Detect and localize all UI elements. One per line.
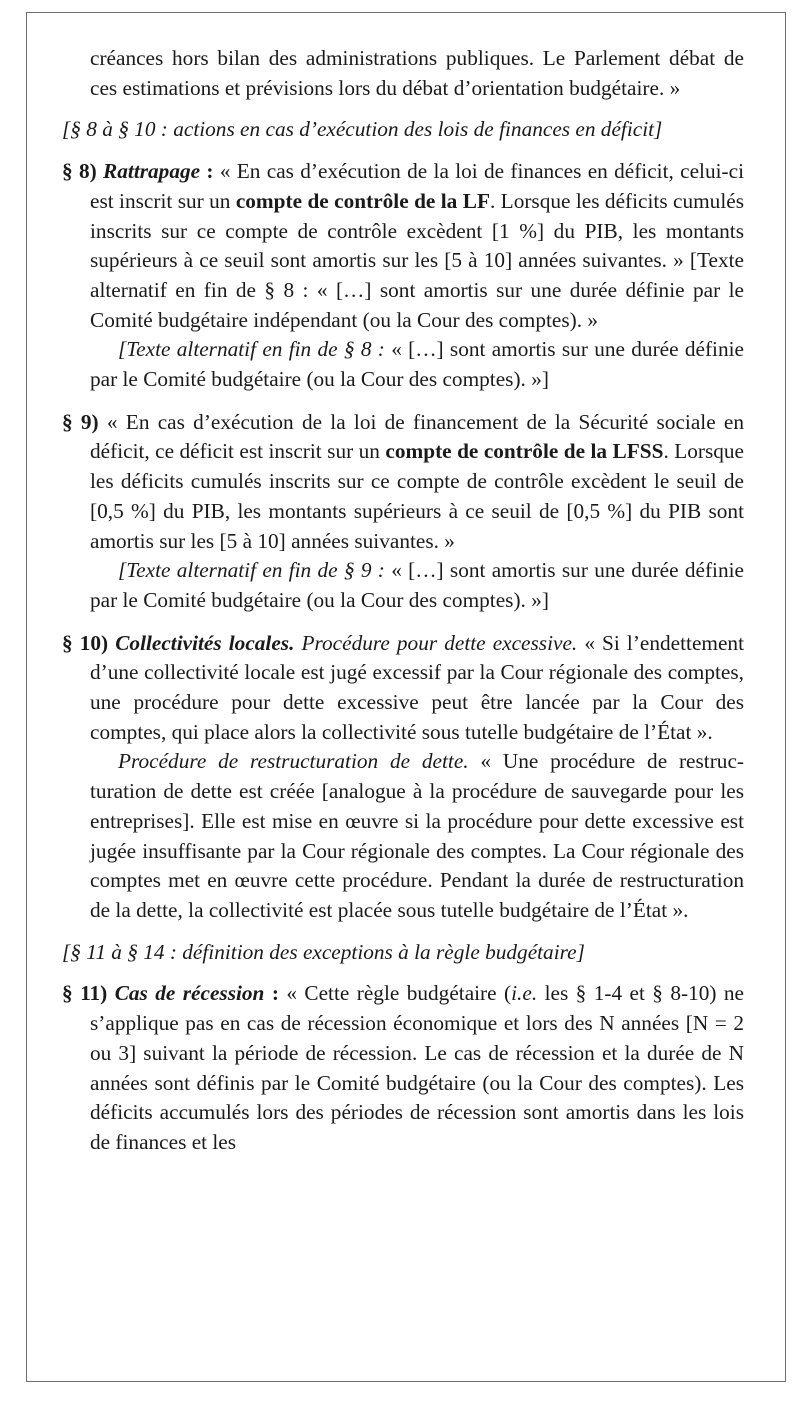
para8-title: Rattrapage [103,159,201,184]
document-body [62,44,744,1158]
para10-number: § 10) [62,630,109,655]
para8-bold-term: compte de contrôle de la LF [235,188,490,213]
para9-alt-lead: [Texte alternatif en fin de § 9 : [118,558,385,583]
section-note-11-14: [§ 11 à § 14 : définition des exceptions à la règle budgétaire] [62,939,585,964]
para11-number: § 11) [62,981,108,1006]
para11-text-a: « Cette règle budgétaire ( [286,981,512,1006]
para11-text-b: les § 1-4 et § 8-10) ne s’applique pas en cas de récession économique et lors des N années [N = 2 ou 3] suivant la période de récession. Le cas de récession et la durée de N années sont définis par le Comité budgétaire (ou la Cour des comptes). Les déficits accumulés lors des périodes de récession sont amortis dans les lois de finances et les [90,981,744,1154]
paragraph-11 [62,979,744,1157]
para8-text-a: « En cas d’exécution de la loi de finances en déficit, celui-ci est inscrit sur un [90,159,744,213]
para9-bold-term: compte de contrôle de la LFSS [385,439,664,464]
para8-sep: : [200,159,220,184]
section-note-8-10: [§ 8 à § 10 : actions en cas d’exécution des lois de finances en déficit] [62,117,663,142]
para10-sub-lead: Procédure de restructuration de dette. [118,749,469,774]
para9-alt-text: « […] sont amortis sur une durée définie par le Comité budgétaire (ou la Cour des comptes). »] [90,558,744,612]
para10-subtitle: Procédure pour dette excessive. [294,630,578,655]
para8-alt-text: « […] sont amortis sur une durée définie par le Comité budgétaire (ou la Cour des comptes). »] [90,337,744,392]
para8-alternative [62,335,744,394]
para11-sep: : [264,981,287,1006]
paragraph-9 [62,408,744,616]
para9-number: § 9) [62,409,99,434]
para9-text-a: « En cas d’exécution de la loi de financement de la Sécurité sociale en déficit, ce déficit est inscrit sur un [90,409,745,464]
para11-ie: i.e. [511,981,538,1006]
intro-continuation: créances hors bilan des administrations publiques. Le Parlement débat de ces estimations et prévisions lors du débat d’orientation budgétaire. » [90,46,744,100]
para9-alternative [62,556,744,615]
para11-title: Cas de récession [114,981,265,1006]
paragraph-8 [62,157,744,395]
para10-restructuring [62,747,744,925]
para10-text-a: « Si l’endettement d’une collectivité locale est jugé excessif par la Cour régionale des comptes, une procédure pour dette excessive peut être lancée par la Cour des comptes, qui place alors la collectivité sous tutelle budgétaire de l’État ». [90,630,744,744]
para8-number: § 8) [62,159,97,184]
para9-text-b: . Lorsque les déficits cumulés inscrits sur ce compte de contrôle excèdent le seuil de [0,5 %] du PIB, les montants supérieurs à ce seuil de [0,5 %] du PIB sont amortis sur les [5 à 10] années suivantes. » [90,439,744,553]
para10-sub-text: « Une procédure de restructuration de dette est créée [analogue à la procédure de sauvegarde pour les entreprises]. Elle est mise en œuvre si la procédure pour dette excessive est jugée insuffisante par la Cour régionale des comptes. La Cour régionale des comptes met en œuvre cette procédure. Pendant la durée de restructuration de la dette, la collectivité est placée sous tutelle budgétaire de l’État ». [90,749,744,922]
paragraph-10 [62,629,744,926]
para8-text-b: . Lorsque les déficits cumulés inscrits sur ce compte de contrôle excèdent [1 %] du PIB, les montants supérieurs à ce seuil sont amortis sur les [5 à 10] années suivantes. » [Texte alternatif en fin de § 8 : « […] sont amortis sur une durée définie par le Comité budgétaire indépendant (ou la Cour des comptes). » [90,188,744,332]
para10-title: Collectivités locales. [115,630,295,655]
para8-alt-lead: [Texte alternatif en fin de § 8 : [118,337,385,362]
